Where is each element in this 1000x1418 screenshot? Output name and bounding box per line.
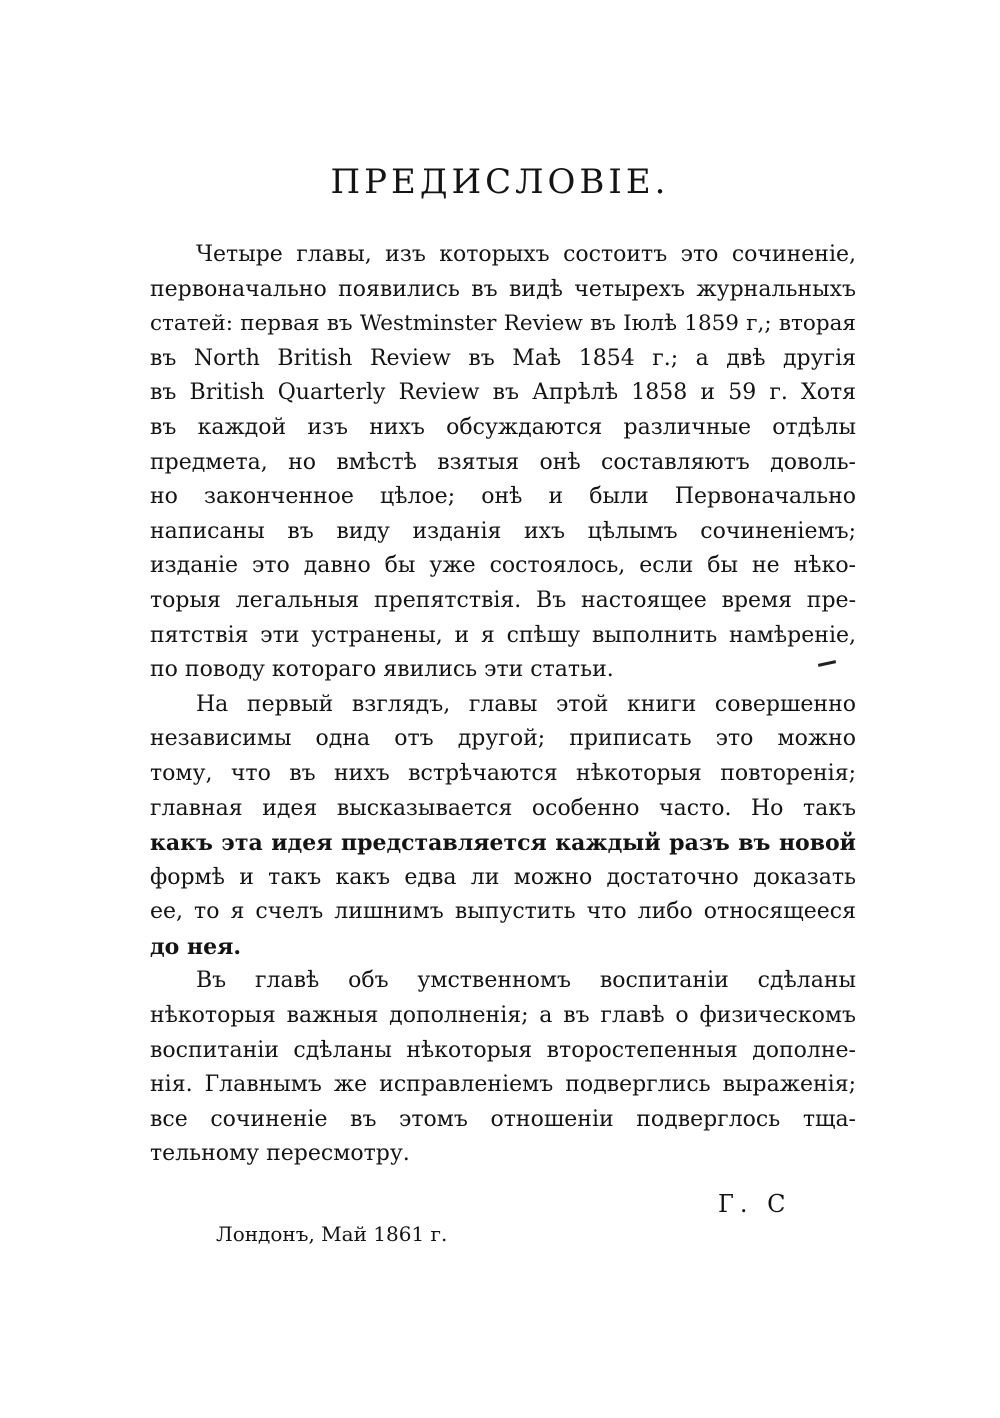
- paragraph-1-line-10: изданіе это давно бы уже состоялось, если бы не нѣко-: [150, 553, 856, 579]
- paragraph-3-line-2: нѣкоторыя важныя дополненія; а въ главѣ о физическомъ: [150, 1003, 856, 1029]
- paragraph-1-line-11: торыя легальныя препятствія. Въ настоящее время пре-: [150, 587, 856, 613]
- paragraph-1-line-9: написаны въ виду изданія ихъ цѣлымъ сочиненіемъ;: [150, 518, 856, 544]
- paragraph-1-line-8: но законченное цѣлое; онѣ и были Первоначально: [150, 484, 856, 510]
- paragraph-2-line-5: какъ эта идея представляется каждый разъ въ новой: [150, 830, 856, 857]
- paragraph-1-line-3: статей: первая въ Westminster Review въ Іюлѣ 1859 г,; вторая: [150, 311, 856, 337]
- paragraph-2-line-7: ее, то я счелъ лишнимъ выпустить что либо относящееся: [150, 899, 856, 925]
- paragraph-1-line-12: пятствія эти устранены, и я спѣшу выполнить намѣреніе,: [150, 622, 856, 648]
- paragraph-2-line-6: формѣ и такъ какъ едва ли можно достаточно доказать: [150, 864, 856, 890]
- paragraph-3-line-5: все сочиненіе въ этомъ отношеніи подверглось тща-: [150, 1106, 856, 1132]
- paragraph-2-line-1: На первый взглядъ, главы этой книги совершенно: [196, 691, 856, 717]
- paragraph-1-line-6: въ каждой изъ нихъ обсуждаются различные отдѣлы: [150, 414, 856, 440]
- paragraph-2-line-4: главная идея высказывается особенно часто. Но такъ: [150, 795, 856, 821]
- paragraph-3-line-1: Въ главѣ объ умственномъ воспитаніи сдѣланы: [196, 968, 856, 994]
- paragraph-1-line-13: по поводу котораго явились эти статьи.: [150, 657, 614, 683]
- paragraph-1-line-1: Четыре главы, изъ которыхъ состоитъ это сочиненіе,: [196, 242, 856, 267]
- preface-body: [150, 238, 856, 1172]
- paragraph-1-line-4: въ North British Review въ Маѣ 1854 г.; а двѣ другія: [150, 345, 856, 371]
- paragraph-2-line-3: тому, что въ нихъ встрѣчаются нѣкоторыя повторенія;: [150, 760, 856, 786]
- paragraph-3-line-6: тельному пересмотру.: [150, 1141, 410, 1167]
- paragraph-2-line-8: до нея.: [150, 933, 242, 960]
- paragraph-3-line-3: воспитаніи сдѣланы нѣкоторыя второстепенныя дополне-: [150, 1037, 856, 1063]
- paragraph-1-line-7: предмета, но вмѣстѣ взятыя онѣ составляютъ доволь-: [150, 449, 856, 475]
- author-initials: Г. С: [718, 1190, 792, 1218]
- paragraph-1-line-2: первоначально появились въ видѣ четырехъ журнальныхъ: [150, 276, 856, 302]
- page-title: ПРЕДИСЛОВІЕ.: [330, 162, 670, 202]
- paragraph-1-line-5: въ British Quarterly Review въ Апрѣлѣ 1858 и 59 г. Хотя: [150, 380, 856, 406]
- paragraph-2-line-2: независимы одна отъ другой; приписать это можно: [150, 726, 856, 752]
- paragraph-3-line-4: нія. Главнымъ же исправленіемъ подверглись выраженія;: [150, 1072, 856, 1098]
- place-and-date: Лондонъ, Май 1861 г.: [216, 1222, 448, 1246]
